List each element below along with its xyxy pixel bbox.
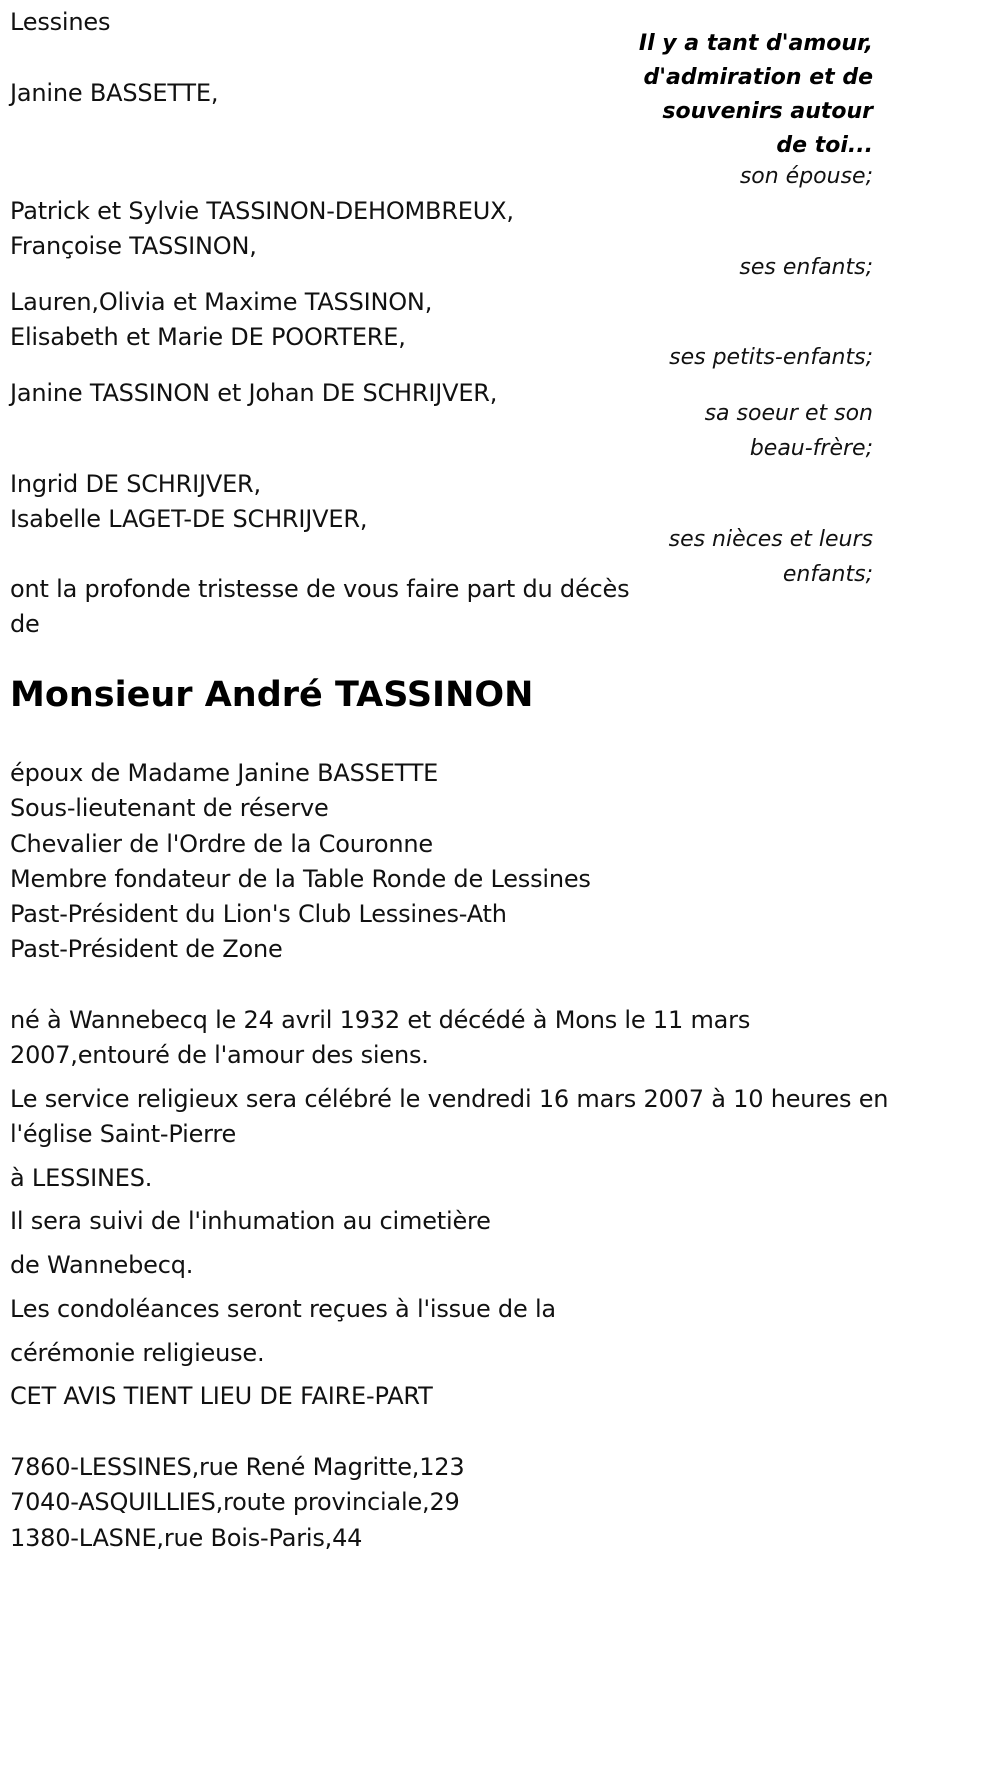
family-name: Janine BASSETTE, bbox=[10, 79, 219, 107]
condolences-text: Les condoléances seront reçues à l'issue de la bbox=[10, 1295, 556, 1323]
family-relation: ses petits-enfants; bbox=[669, 345, 873, 370]
address-line: 7860-LESSINES,rue René Magritte,123 bbox=[10, 1453, 465, 1481]
family-name: Lauren,Olivia et Maxime TASSINON, bbox=[10, 288, 433, 316]
title-line: Chevalier de l'Ordre de la Couronne bbox=[10, 829, 433, 858]
location-text: à LESSINES. bbox=[10, 1164, 153, 1192]
deceased-titles bbox=[10, 756, 591, 968]
notice-text: CET AVIS TIENT LIEU DE FAIRE-PART bbox=[10, 1382, 433, 1410]
quote-line: d'admiration et de bbox=[643, 65, 873, 90]
family-relation: sa soeur et son bbox=[704, 401, 873, 426]
family-name: Elisabeth et Marie DE POORTERE, bbox=[10, 323, 406, 351]
family-relation: beau-frère; bbox=[749, 436, 873, 461]
title-line: Sous-lieutenant de réserve bbox=[10, 794, 329, 823]
deceased-name: Monsieur André TASSINON bbox=[10, 675, 534, 715]
addresses bbox=[10, 1450, 464, 1556]
burial-text: de Wannebecq. bbox=[10, 1251, 194, 1279]
address-line: 7040-ASQUILLIES,route provinciale,29 bbox=[10, 1488, 460, 1517]
family-name: Patrick et Sylvie TASSINON-DEHOMBREUX, bbox=[10, 197, 514, 225]
quote-line: de toi... bbox=[776, 133, 873, 158]
title-line: Past-Président du Lion's Club Lessines-Ath bbox=[10, 900, 507, 929]
birth-death-text: né à Wannebecq le 24 avril 1932 et décédé à Mons le 11 mars bbox=[10, 1006, 751, 1034]
quote-line: Il y a tant d'amour, bbox=[638, 31, 873, 56]
family-relation: enfants; bbox=[782, 562, 873, 587]
family-relation: son épouse; bbox=[739, 164, 873, 189]
burial-text: Il sera suivi de l'inhumation au cimetière bbox=[10, 1207, 491, 1235]
family-relation: ses enfants; bbox=[739, 255, 873, 280]
place-heading: Lessines bbox=[10, 8, 111, 36]
service-text: Le service religieux sera célébré le vendredi 16 mars 2007 à 10 heures en bbox=[10, 1085, 889, 1113]
condolences-text: cérémonie religieuse. bbox=[10, 1339, 265, 1367]
family-name: Isabelle LAGET-DE SCHRIJVER, bbox=[10, 505, 368, 533]
family-relation: ses nièces et leurs bbox=[668, 527, 873, 552]
birth-death-text: 2007,entouré de l'amour des siens. bbox=[10, 1041, 429, 1069]
family-name: Françoise TASSINON, bbox=[10, 232, 257, 260]
title-line: Membre fondateur de la Table Ronde de Lessines bbox=[10, 864, 591, 893]
announcement-text: ont la profonde tristesse de vous faire part du décès bbox=[10, 575, 630, 603]
quote-line: souvenirs autour bbox=[662, 99, 873, 124]
title-line: époux de Madame Janine BASSETTE bbox=[10, 759, 439, 787]
family-name: Ingrid DE SCHRIJVER, bbox=[10, 470, 261, 498]
address-line: 1380-LASNE,rue Bois-Paris,44 bbox=[10, 1523, 363, 1552]
title-line: Past-Président de Zone bbox=[10, 935, 283, 964]
service-text: l'église Saint-Pierre bbox=[10, 1120, 237, 1148]
memorial-quote bbox=[639, 27, 873, 163]
family-name: Janine TASSINON et Johan DE SCHRIJVER, bbox=[10, 379, 498, 407]
announcement-text: de bbox=[10, 610, 40, 638]
